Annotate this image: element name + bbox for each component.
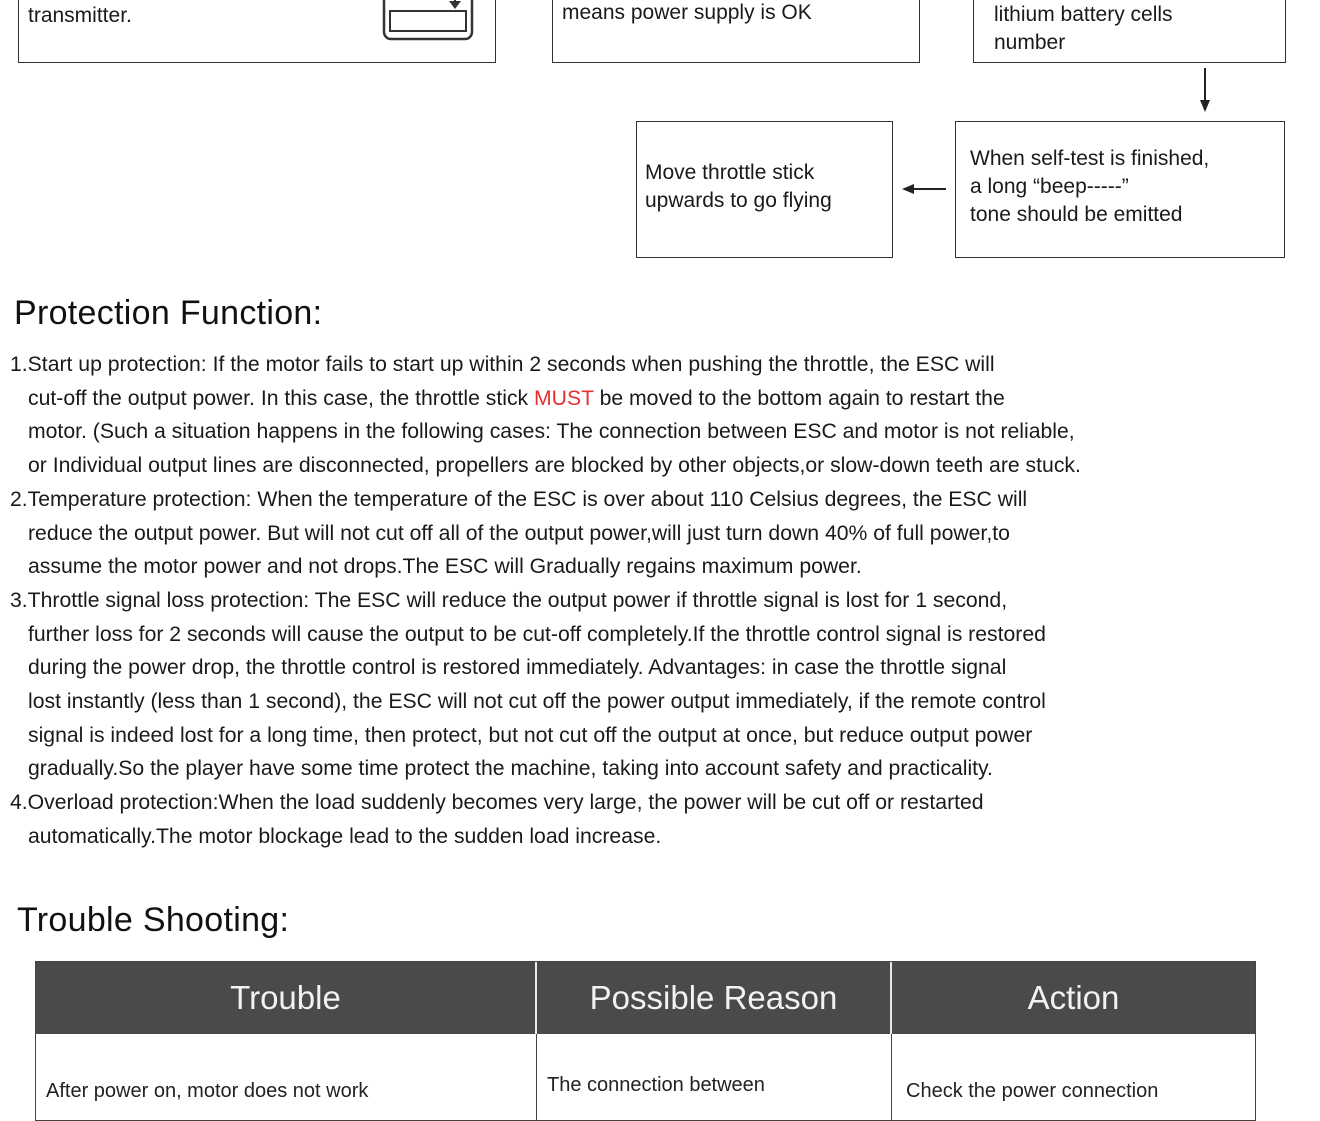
- protection-line: gradually.So the player have some time protect the machine, taking into account safety and practicality.: [28, 757, 993, 781]
- protection-line: Start up protection: If the motor fails to start up within 2 seconds when pushing the throttle, the ESC will: [27, 353, 995, 376]
- protection-item-temperature: [10, 483, 1210, 584]
- flow-box-self-test-line-1: When self-test is finished,: [970, 147, 1210, 170]
- flow-box-throttle-line-2: upwards to go flying: [645, 189, 832, 212]
- trouble-table: [35, 961, 1256, 1121]
- cell-reason: [537, 1034, 892, 1120]
- cell-reason-text: The connection between: [547, 1074, 765, 1096]
- cell-action: [892, 1034, 1255, 1120]
- flow-box-transmitter-text: transmitter.: [28, 4, 132, 27]
- arrow-down-icon: [1196, 68, 1214, 114]
- protection-item-startup: [10, 348, 1210, 483]
- protection-line: motor. (Such a situation happens in the following cases: The connection between ESC and motor is not reliable,: [28, 420, 1075, 444]
- protection-line: Throttle signal loss protection: The ESC will reduce the output power if throttle signal is lost for 1 second,: [27, 588, 1008, 612]
- transmitter-icon: [381, 0, 477, 45]
- cell-action-text: Check the power connection: [906, 1080, 1159, 1102]
- protection-line: further loss for 2 seconds will cause the output to be cut-off completely.If the throttle control signal is restored: [28, 622, 1046, 646]
- flow-box-battery-line-1: lithium battery cells: [994, 3, 1173, 26]
- protection-line: reduce the output power. But will not cut off all of the output power,will just turn down 40% of full power,to: [28, 521, 1010, 545]
- flow-box-battery-line-2: number: [994, 31, 1066, 54]
- trouble-title: Trouble Shooting:: [17, 901, 290, 939]
- must-emphasis: MUST: [534, 386, 594, 410]
- protection-line: signal is indeed lost for a long time, then protect, but not cut off the output at once, but reduce output power: [28, 723, 1033, 747]
- flow-box-throttle: [636, 121, 893, 258]
- flow-box-self-test-line-3: tone should be emitted: [970, 203, 1183, 226]
- cell-trouble: [36, 1034, 537, 1120]
- protection-item-number: 2.: [10, 487, 28, 511]
- table-header: [36, 962, 1255, 1034]
- flow-box-transmitter: [18, 0, 496, 63]
- protection-line: assume the motor power and not drops.The ESC will Gradually regains maximum power.: [28, 555, 862, 579]
- cell-trouble-text: After power on, motor does not work: [46, 1080, 369, 1102]
- protection-line: during the power drop, the throttle control is restored immediately. Advantages: in case the throttle signal: [28, 656, 1007, 680]
- protection-item-number: 1.: [10, 353, 28, 376]
- protection-line: cut-off the output power. In this case, the throttle stick: [28, 386, 535, 410]
- flow-box-self-test-line-2: a long “beep-----”: [970, 175, 1129, 198]
- protection-item-signal-loss: [10, 584, 1210, 786]
- protection-list: [10, 348, 1210, 854]
- protection-line: lost instantly (less than 1 second), the ESC will not cut off the power output immediately, if the remote control: [28, 690, 1046, 714]
- flow-box-power-ok: [552, 0, 920, 63]
- arrow-left-icon: [900, 180, 948, 198]
- flow-box-throttle-line-1: Move throttle stick: [645, 161, 815, 184]
- header-trouble: Trouble: [36, 962, 537, 1034]
- protection-item-number: 4.: [10, 791, 28, 815]
- protection-line: or Individual output lines are disconnected, propellers are blocked by other objects,or slow-down teeth are stuck.: [28, 454, 1081, 478]
- flow-box-power-ok-text: means power supply is OK: [562, 1, 812, 24]
- header-possible-reason: Possible Reason: [537, 962, 892, 1034]
- protection-item-number: 3.: [10, 588, 28, 612]
- protection-line: Overload protection:When the load suddenly becomes very large, the power will be cut off or restarted: [27, 791, 984, 815]
- protection-title: Protection Function:: [14, 294, 323, 332]
- flow-box-battery-cells: [973, 0, 1286, 63]
- flow-box-self-test: [955, 121, 1285, 258]
- protection-item-overload: [10, 786, 1210, 853]
- table-row: [36, 1034, 1255, 1120]
- protection-line: Temperature protection: When the temperature of the ESC is over about 110 Celsius degrees, the ESC will: [27, 487, 1028, 511]
- protection-line: automatically.The motor blockage lead to the sudden load increase.: [28, 824, 662, 848]
- header-action: Action: [1027, 979, 1120, 1016]
- protection-line: be moved to the bottom again to restart the: [593, 386, 1005, 410]
